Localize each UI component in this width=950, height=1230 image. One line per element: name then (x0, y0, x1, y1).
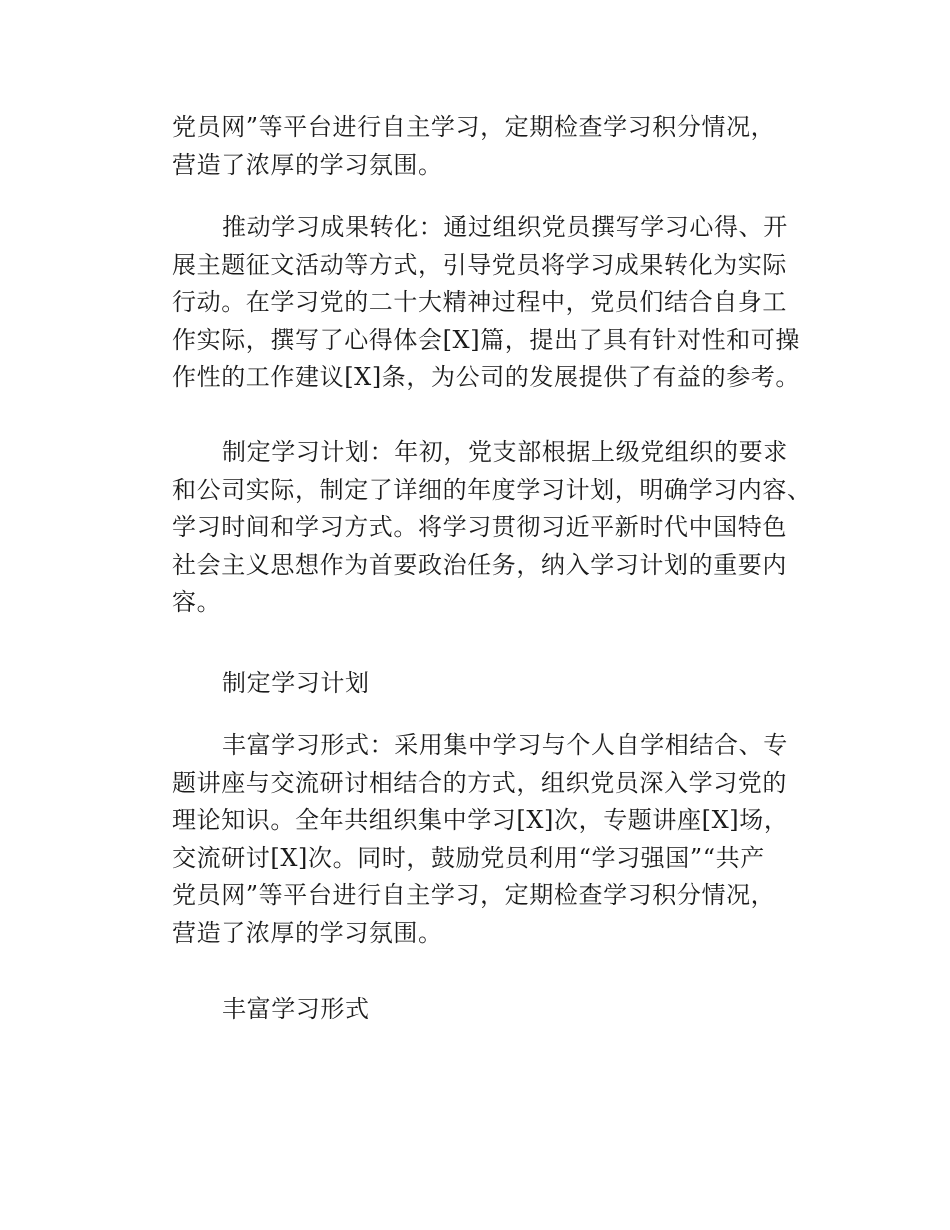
text-line: 容。 (172, 588, 222, 616)
paragraph-learning-outcomes (172, 209, 812, 397)
text-line: 社会主义思想作为首要政治任务，纳入学习计划的重要内 (172, 550, 787, 579)
text-line: 营造了浓厚的学习氛围。 (172, 918, 443, 947)
text-line: 题讲座与交流研讨相结合的方式，组织党员深入学习党的 (172, 768, 787, 797)
text-line: 和公司实际，制定了详细的年度学习计划，明确学习内容、 (172, 475, 812, 504)
heading-learning-forms (172, 991, 812, 1029)
text-line: 制定学习计划 (222, 669, 370, 697)
paragraph-learning-forms (172, 727, 812, 952)
text-line: 丰富学习形式：采用集中学习与个人自学相结合、专 (222, 731, 788, 759)
paragraph-study-plan (172, 434, 812, 622)
text-line: 展主题征文活动等方式，引导党员将学习成果转化为实际 (172, 250, 787, 279)
text-line: 学习时间和学习方式。将学习贯彻习近平新时代中国特色 (172, 513, 787, 541)
text-line: 营造了浓厚的学习氛围。 (172, 150, 443, 179)
text-line: 行动。在学习党的二十大精神过程中，党员们结合自身工 (172, 288, 787, 316)
text-line: 理论知识。全年共组织集中学习[X]次，专题讲座[X]场， (172, 806, 789, 834)
text-line: 党员网”等平台进行自主学习，定期检查学习积分情况， (172, 881, 776, 909)
text-line: 丰富学习形式 (222, 995, 370, 1023)
text-line: 推动学习成果转化：通过组织党员撰写学习心得、开 (222, 213, 788, 241)
text-line: 党员网”等平台进行自主学习，定期检查学习积分情况， (172, 113, 776, 141)
text-line: 作性的工作建议[X]条，为公司的发展提供了有益的参考。 (172, 363, 801, 391)
text-line: 交流研讨[X]次。同时，鼓励党员利用“学习强国”“共产 (172, 843, 765, 872)
paragraph-continuation (172, 109, 812, 184)
text-line: 作实际，撰写了心得体会[X]篇，提出了具有针对性和可操 (172, 325, 801, 354)
text-line: 制定学习计划：年初，党支部根据上级党组织的要求 (222, 438, 788, 466)
heading-study-plan (172, 665, 812, 703)
